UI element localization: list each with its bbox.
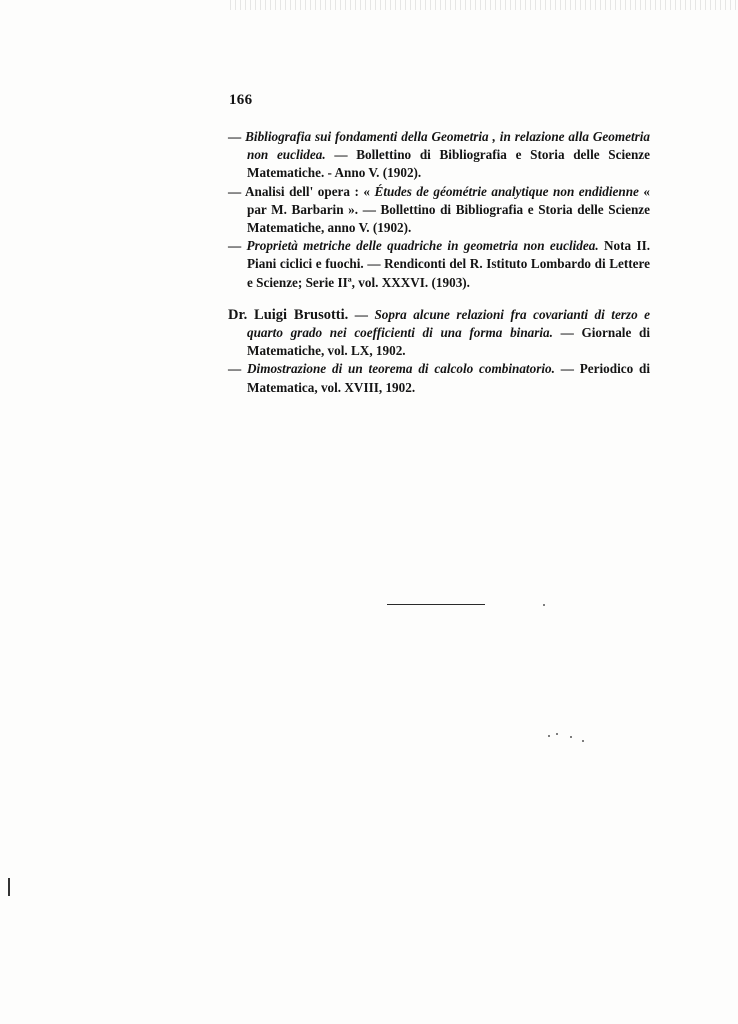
bibliography-entry (228, 360, 650, 396)
entry-title: Études de géométrie analytique non endidienne (374, 183, 639, 199)
end-rule (387, 604, 485, 605)
scan-speck (548, 735, 550, 737)
author-entry (228, 306, 650, 361)
entry-source: — Giornale di Matematiche, vol. LX, 1902. (247, 325, 650, 359)
entry-source: — Bollettino di Bibliografia e Storia delle Scienze Matematiche. - Anno V. (1902). (247, 147, 651, 181)
section-gap (228, 292, 650, 306)
entry-title: Proprietà metriche delle quadriche in geometria non euclidea. (246, 238, 599, 254)
bibliography-entry (228, 128, 650, 183)
entry-source: Nota II. Piani ciclici e fuochi. — Rendiconti del R. Istituto Lombardo di Lettere e Scienze; Serie IIª, vol. XXXVI. (1903). (247, 238, 651, 290)
bibliography-entry (228, 183, 650, 238)
entry-lead: — Analisi dell' opera : « (228, 183, 375, 199)
entry-lead: — (228, 361, 248, 377)
margin-mark (8, 878, 10, 896)
scan-speck (582, 740, 584, 742)
scan-speck (570, 736, 572, 738)
page-number: 166 (229, 92, 253, 108)
entry-title: Sopra alcune relazioni fra covarianti di terzo e quarto grado nei coefficienti di una forma binaria. (247, 306, 651, 341)
entry-source: « par M. Barbarin ». — Bollettino di Bibliografia e Storia delle Scienze Matematiche, anno V. (1902). (247, 183, 650, 236)
scan-speck (543, 604, 545, 606)
entry-lead: — (228, 238, 247, 254)
bibliography-list (228, 128, 650, 397)
entry-lead: — (228, 129, 246, 144)
scan-noise-top (230, 0, 738, 10)
entry-title: Bibliografia sui fondamenti della Geometria , in relazione alla Geometria non euclidea. (245, 129, 651, 163)
entry-title: Dimostrazione di un teorema di calcolo combinatorio. (247, 361, 555, 377)
scan-speck (556, 733, 558, 735)
bibliography-entry (228, 237, 650, 292)
entry-source: — Periodico di Matematica, vol. XVIII, 1902. (247, 361, 651, 395)
entry-separator: — (348, 306, 375, 322)
author-name: Dr. Luigi Brusotti. (228, 306, 349, 323)
